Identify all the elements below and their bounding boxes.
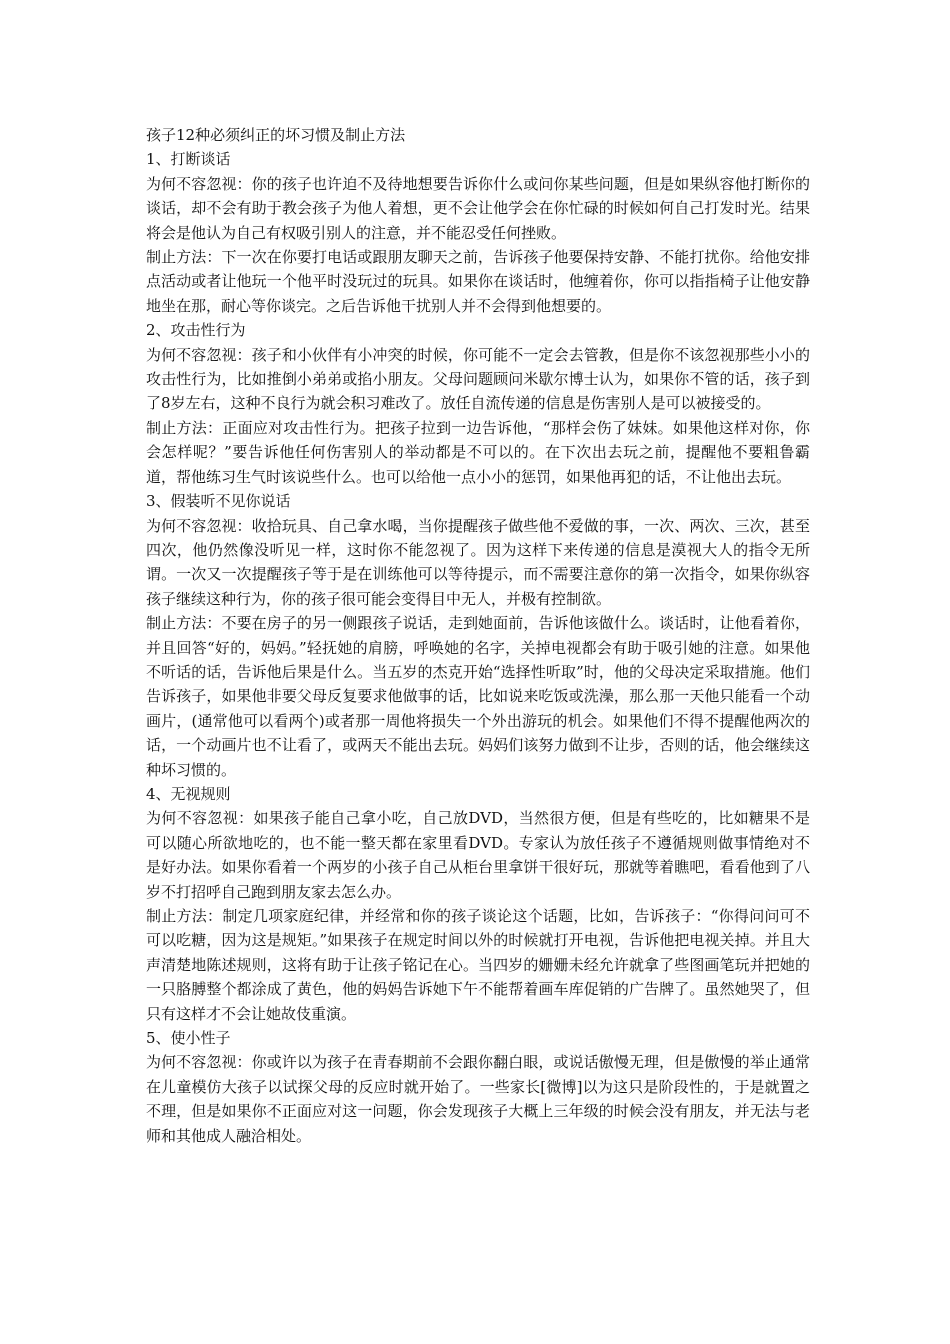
document-body (146, 123, 810, 1148)
section-why-paragraph: 为何不容忽视：收拾玩具、自己拿水喝，当你提醒孩子做些他不爱做的事，一次、两次、三次，甚至四次，他仍然像没听见一样，这时你不能忽视了。因为这样下来传递的信息是漠视大人的指令无所谓。一次又一次提醒孩子等于是在训练他可以等待提示，而不需要注意你的第一次指令，如果你纵容孩子继续这种行为，你的孩子很可能会变得目中无人，并极有控制欲。 (146, 516, 810, 608)
section-why-paragraph: 为何不容忽视：如果孩子能自己拿小吃，自己放DVD，当然很方便，但是有些吃的，比如糖果不是可以随心所欲地吃的，也不能一整天都在家里看DVD。专家认为放任孩子不遵循规则做事情绝对不是好办法。如果你看着一个两岁的小孩子自己从柜台里拿饼干很好玩，那就等着瞧吧，看看他到了八岁不打招呼自己跑到朋友家去怎么办。 (146, 809, 810, 901)
section-why-paragraph: 为何不容忽视：你或许以为孩子在青春期前不会跟你翻白眼，或说话傲慢无理，但是傲慢的举止通常在儿童模仿大孩子以试探父母的反应时就开始了。一些家长[微博]以为这只是阶段性的，于是就置之不理，但是如果你不正面应对这一问题，你会发现孩子大概上三年级的时候会没有朋友，并无法与老师和其他成人融洽相处。 (146, 1053, 810, 1145)
section-method-paragraph: 制止方法：制定几项家庭纪律，并经常和你的孩子谈论这个话题，比如，告诉孩子：“你得问问可不可以吃糖，因为这是规矩。”如果孩子在规定时间以外的时候就打开电视，告诉他把电视关掉。并且大声清楚地陈述规则，这将有助于让孩子铭记在心。当四岁的姗姗未经允许就拿了些图画笔玩并把她的一只胳膊整个都涂成了黄色，他的妈妈告诉她下午不能帮着画车库促销的广告牌了。虽然她哭了，但只有这样才不会让她故伎重演。 (146, 907, 810, 1023)
section-why-paragraph: 为何不容忽视：你的孩子也许迫不及待地想要告诉你什么或问你某些问题，但是如果纵容他打断你的谈话，却不会有助于教会孩子为他人着想，更不会让他学会在你忙碌的时候如何自己打发时光。结果将会是他认为自己有权吸引别人的注意，并不能忍受任何挫败。 (146, 174, 810, 242)
section-method-paragraph: 制止方法：不要在房子的另一侧跟孩子说话，走到她面前，告诉他该做什么。谈话时，让他看着你，并且回答“好的，妈妈。”轻抚她的肩膀，呼唤她的名字，关掉电视都会有助于吸引她的注意。如果他不听话的话，告诉他后果是什么。当五岁的杰克开始“选择性听取”时，他的父母决定采取措施。他们告诉孩子，如果他非要父母反复要求他做事的话，比如说来吃饭或洗澡，那么那一天他只能看一个动画片，(通常他可以看两个)或者那一周他将损失一个外出游玩的机会。如果他们不得不提醒他两次的话，一个动画片也不让看了，或两天不能出去玩。妈妈们该努力做到不让步，否则的话，他会继续这种坏习惯的。 (146, 614, 810, 779)
section-heading: 2、攻击性行为 (146, 321, 246, 340)
document-title: 孩子12种必须纠正的坏习惯及制止方法 (146, 126, 406, 144)
section-heading: 5、使小性子 (146, 1029, 231, 1048)
section-heading: 3、假装听不见你说话 (146, 492, 291, 511)
section-method-paragraph: 制止方法：下一次在你要打电话或跟朋友聊天之前，告诉孩子他要保持安静、不能打扰你。给他安排点活动或者让他玩一个他平时没玩过的玩具。如果你在谈话时，他缠着你，你可以指指椅子让他安静地坐在那，耐心等你谈完。之后告诉他干扰别人并不会得到他想要的。 (146, 248, 810, 315)
section-heading: 4、无视规则 (146, 784, 231, 803)
section-why-paragraph: 为何不容忽视：孩子和小伙伴有小冲突的时候，你可能不一定会去管教，但是你不该忽视那些小小的攻击性行为，比如推倒小弟弟或掐小朋友。父母问题顾问米歇尔博士认为，如果你不管的话，孩子到了8岁左右，这种不良行为就会积习难改了。放任自流传递的信息是伤害别人是可以被接受的。 (146, 345, 810, 413)
section-method-paragraph: 制止方法：正面应对攻击性行为。把孩子拉到一边告诉他，“那样会伤了妹妹。如果他这样对你，你会怎样呢？”要告诉他任何伤害别人的举动都是不可以的。在下次出去玩之前，提醒他不要粗鲁霸道，帮他练习生气时该说些什么。也可以给他一点小小的惩罚，如果他再犯的话，不让他出去玩。 (146, 418, 810, 486)
section-heading: 1、打断谈话 (146, 150, 231, 169)
